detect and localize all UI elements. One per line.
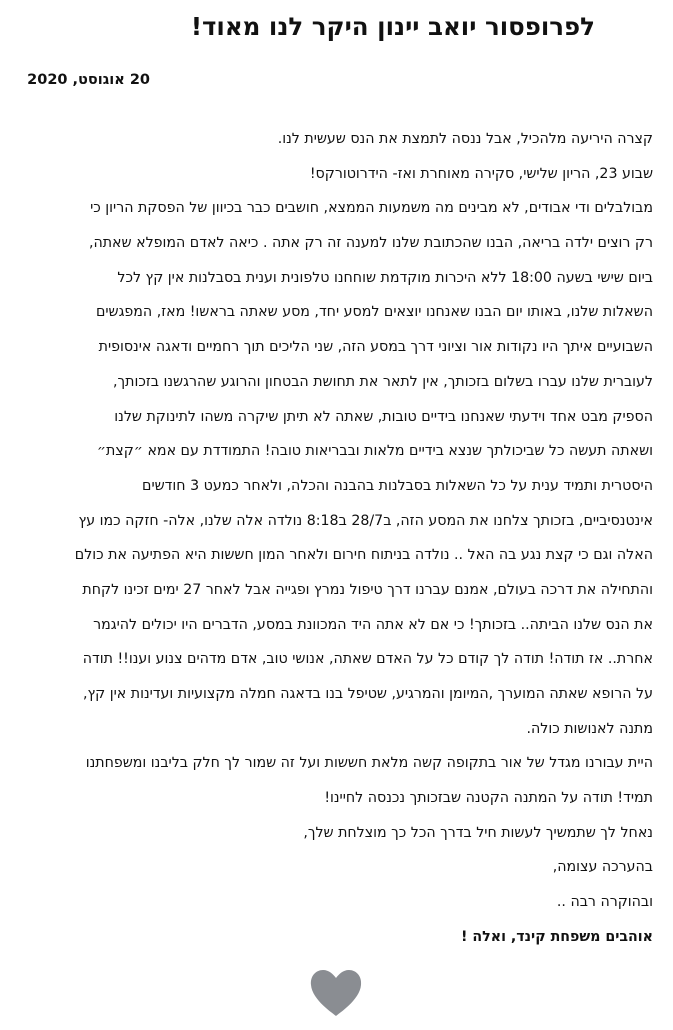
body-line: בהערכה עצומה,: [552, 859, 653, 876]
body-line: והתחילה את דרכה בעולם, אמנם עברנו דרך טיפול נמרץ ופגייה אבל לאחר 27 ימים זכינו לקחת: [82, 581, 653, 598]
body-line: מתנה לאנושות כולה.: [526, 720, 653, 737]
body-line: היית עבורנו מגדל של אור בתקופה קשה מלאת חששות ועל זה שמור לך חלק בליבנו ומשפחתנו: [85, 755, 653, 772]
letter-body: [13, 128, 653, 961]
body-line: רק רוצים ילדה בריאה, הבנו שהכתובת שלנו למענה זה רק אתה . כיאה לאדם המופלא שאתה,: [88, 235, 653, 252]
body-line: נאחל לך שתמשיך לעשות חיל בדרך הכל כך מוצלחת שלך,: [303, 824, 653, 841]
letter-title: לפרופסור יואב יינון היקר לנו מאוד!: [190, 12, 595, 41]
body-line: את הנס שלנו הביתה.. בזכותך! כי אם לא אתה היד המכוונת במסע, הדברים היו יכולים להיגמר: [93, 616, 653, 633]
body-line: מבולבלים ודי אבודים, לא מבינים מה משמעות הממצא, חושבים כבר בכיוון של הפסקת הריון כי: [90, 200, 653, 217]
body-line: האלה וגם כי קצת נגע בה האל .. נולדה בניתוח חירום ולאחר המון חששות היא הפתיעה את כולם: [74, 547, 653, 564]
body-line: שבוע 23, הריון שלישי, סקירה מאוחרת ואז- הידרוטורקס!: [309, 165, 653, 182]
signature-line: אוהבים משפחת קינד, ואלה !: [461, 928, 653, 945]
body-line: אחרת.. אז תודה! תודה לך קודם כל על האדם שאתה, אנושי טוב, אדם מדהים צנוע וענו!! תודה: [82, 651, 653, 668]
letter-date: 20 אוגוסט, 2020: [27, 72, 150, 88]
body-line: ושאתה תעשה כל שביכולתך שנצא בידיים מלאות ובבריאות טובה! התמודדת עם אמא ״קצת״: [96, 443, 653, 460]
body-line: לעוברית שלנו עברו בשלום בזכותך, אין לתאר את תחושת הבטחון והרוגע שהרגשנו בזכותך,: [113, 373, 653, 390]
body-line: תמיד! תודה על המתנה הקטנה שבזכותך נכנסה לחיינו!: [324, 790, 653, 807]
body-line: ובהוקרה רבה ..: [556, 894, 653, 911]
body-line: השאלות שלנו, באותו יום הבנו שאנחנו יוצאים למסע יחד, מסע שאתה בראשו! מאז, המפגשים: [95, 304, 653, 321]
body-line: על הרופא שאתה המוערך ,המיומן והמרגיע, שטיפל בנו בדאגה חמלה מקצועיות ועדינות אין קץ,: [82, 686, 653, 702]
body-line: השבועיים איתך היו נקודות אור וציוני דרך במסע הזה, שני הליכים תוך רחמיים ודאגה אינסופית: [98, 339, 653, 356]
heart-icon: [308, 968, 364, 1018]
body-line: אינטנסיביים, בזכותך צלחנו את המסע הזה, ב28/7 ב8:18 נולדה אלה שלנו, אלה- חזקה כמו עץ: [78, 512, 653, 529]
body-line: היסטרית ותמיד ענית על כל השאלות בסבלנות בהבנה והכלה, ולאחר כמעט 3 חודשים: [142, 477, 653, 494]
body-line: ביום שישי בשעה 18:00 ללא היכרות מוקדמת שוחחנו טלפונית וענית בסבלנות אין קץ לכל: [117, 269, 653, 286]
body-line: הספיק מבט אחד וידעתי שאנחנו בידיים טובות, שאתה לא תיתן שיקרה משהו לתינוקת שלנו: [114, 408, 653, 425]
body-line: קצרה היריעה מלהכיל, אבל ננסה לתמצת את הנס שעשית לנו.: [277, 131, 653, 147]
